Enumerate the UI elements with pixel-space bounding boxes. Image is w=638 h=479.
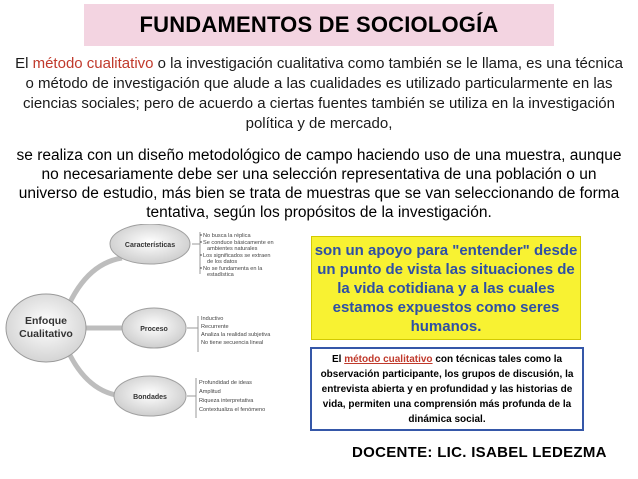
bullet-text: No tiene secuencia lineal — [201, 340, 264, 346]
bracket-bondades — [187, 378, 196, 418]
intro-paragraph — [14, 54, 624, 134]
docente-credit: DOCENTE: LIC. ISABEL LEDEZMA — [352, 444, 607, 461]
page-title: FUNDAMENTOS DE SOCIOLOGÍA — [139, 12, 499, 37]
bullet-text: Inductivo — [201, 316, 224, 322]
techniques-text — [316, 352, 578, 427]
bullet-text: estadística — [207, 272, 234, 278]
bullet-text: Se conduce básicamente en — [203, 240, 274, 246]
bullet-text: No se fundamenta en la — [203, 266, 263, 272]
design-paragraph: se realiza con un diseño metodológico de campo haciendo uso de una muestra, aunque no necesariamente debe ser una selección representativa de una población o un universo de estudio, más bien se trata de muestras que se van seleccionando de forma tentativa, según los propósitos de la investigación. — [16, 147, 622, 221]
bullet-text: Analiza la realidad subjetiva — [201, 332, 271, 338]
intro-rest: o la investigación cualitativa como también se le llama, es una técnica o método de investigación que alude a las cualidades es utilizado particularmente en las ciencias sociales; pero de acuerdo a ciertas fuentes también se utiliza en la investigación política y de mercado, — [22, 55, 623, 132]
techniques-prefix: El — [331, 353, 345, 365]
techniques-box — [310, 347, 584, 431]
bullet-text: ambientes naturales — [207, 246, 258, 252]
node-bondades-label: Bondades — [133, 394, 167, 401]
bullet-text: Contextualiza el fenómeno — [199, 407, 266, 413]
bullet-text: Amplitud — [199, 389, 221, 395]
bullet-text: Recurrente — [201, 324, 229, 330]
node-caracteristicas-label: Características — [124, 242, 176, 249]
title-banner — [84, 4, 554, 46]
node-proceso-label: Proceso — [140, 326, 168, 333]
yellow-callout-text: son un apoyo para "entender" desde un punto de vista las situaciones de la vida cotidiana y a las cuales estamos expuestos como seres humanos. — [314, 241, 578, 335]
bracket-caracteristicas — [192, 232, 200, 274]
yellow-callout — [311, 236, 581, 340]
techniques-highlight: método cualitativo — [344, 353, 433, 365]
bullet-text: Profundidad de ideas — [199, 380, 252, 386]
bullet-text: Los significados se extraen — [203, 253, 271, 259]
intro-highlight: método cualitativo — [32, 55, 154, 72]
intro-prefix: El — [15, 55, 33, 72]
bullet-text: de los datos — [207, 259, 238, 265]
bullet-text: Riqueza interpretativa — [199, 398, 254, 404]
techniques-rest: con técnicas tales como la observación participante, los grupos de discusión, la entrevista abierta y en profundidad y las historias de vida, permiten una comprensión más profunda de la dinámica social. — [320, 353, 574, 425]
center-label-line1: Enfoque — [25, 315, 67, 327]
bullet-text: No busca la réplica — [203, 233, 251, 239]
center-label-line2: Cualitativo — [19, 328, 73, 340]
bracket-proceso — [187, 316, 198, 352]
qualitative-approach-diagram — [4, 224, 302, 430]
